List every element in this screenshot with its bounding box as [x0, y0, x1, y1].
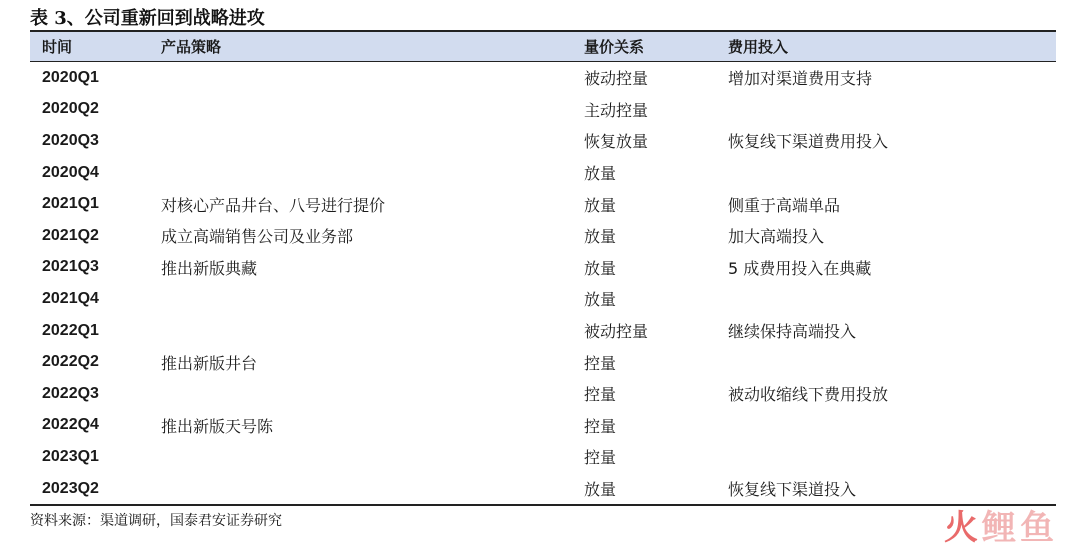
- cell-cost: 侧重于高端单品: [728, 195, 841, 215]
- cell-strategy: [161, 378, 584, 410]
- cell-strategy: [161, 125, 584, 157]
- cell-relation: 控量: [584, 353, 617, 373]
- table-row: [30, 188, 1056, 220]
- cell-strategy: 推出新版天号陈: [161, 416, 274, 436]
- table-row: [30, 220, 1056, 252]
- cell-time: 2020Q1: [42, 68, 99, 86]
- cell-cost: 恢复线下渠道费用投入: [728, 132, 889, 152]
- cell-strategy: [161, 441, 584, 473]
- table-row: [30, 378, 1056, 410]
- cell-time: 2023Q2: [42, 479, 99, 497]
- watermark-logo: [944, 500, 1058, 549]
- table-row: [30, 94, 1056, 126]
- cell-relation: 被动控量: [584, 322, 649, 342]
- table-title: 表 3、公司重新回到战略进攻: [30, 8, 265, 29]
- strategy-table: [30, 30, 1056, 506]
- cell-strategy: 成立高端销售公司及业务部: [161, 227, 354, 247]
- table-row: [30, 410, 1056, 442]
- cell-relation: 放量: [584, 227, 617, 247]
- table-row: [30, 125, 1056, 157]
- cell-relation: 控量: [584, 385, 617, 405]
- header-cost: 费用投入: [728, 38, 789, 56]
- cell-relation: 放量: [584, 164, 617, 184]
- table-row: [30, 62, 1056, 94]
- table-row: [30, 346, 1056, 378]
- cell-strategy: [161, 315, 584, 347]
- cell-strategy: [161, 157, 584, 189]
- cell-strategy: 推出新版典藏: [161, 258, 258, 278]
- cell-cost: 5 成费用投入在典藏: [728, 258, 872, 278]
- cell-relation: 放量: [584, 480, 617, 500]
- cell-cost: 被动收缩线下费用投放: [728, 385, 889, 405]
- cell-time: 2021Q1: [42, 195, 99, 213]
- source-note: 资料来源：渠道调研，国泰君安证券研究: [30, 513, 282, 529]
- cell-time: 2022Q3: [42, 384, 99, 402]
- cell-cost: [728, 410, 1056, 442]
- header-time: 时间: [42, 38, 73, 56]
- table-row: [30, 157, 1056, 189]
- cell-cost: [728, 157, 1056, 189]
- table-header-row: [30, 32, 1056, 62]
- cell-time: 2022Q4: [42, 416, 99, 434]
- cell-time: 2021Q2: [42, 226, 99, 244]
- cell-time: 2023Q1: [42, 447, 99, 465]
- watermark-chars-rest: 鲤鱼: [982, 508, 1058, 548]
- cell-relation: 放量: [584, 195, 617, 215]
- cell-strategy: [161, 62, 584, 94]
- cell-relation: 放量: [584, 290, 617, 310]
- cell-relation: 控量: [584, 448, 617, 468]
- cell-relation: 放量: [584, 258, 617, 278]
- cell-relation: 主动控量: [584, 100, 649, 120]
- cell-time: 2020Q2: [42, 100, 99, 118]
- cell-time: 2021Q3: [42, 258, 99, 276]
- cell-cost: [728, 94, 1056, 126]
- cell-time: 2020Q3: [42, 131, 99, 149]
- cell-cost: [728, 441, 1056, 473]
- cell-cost: 增加对渠道费用支持: [728, 69, 873, 89]
- cell-strategy: 对核心产品井台、八号进行提价: [161, 195, 386, 215]
- cell-relation: 恢复放量: [584, 132, 649, 152]
- watermark-char-1: 火: [944, 508, 982, 548]
- cell-strategy: 推出新版井台: [161, 353, 258, 373]
- cell-cost: 恢复线下渠道投入: [728, 480, 857, 500]
- cell-strategy: [161, 473, 584, 505]
- cell-time: 2022Q1: [42, 321, 99, 339]
- cell-cost: [728, 283, 1056, 315]
- table-row: [30, 441, 1056, 473]
- table-row: [30, 473, 1056, 505]
- cell-cost: 继续保持高端投入: [728, 322, 857, 342]
- cell-relation: 控量: [584, 416, 617, 436]
- cell-time: 2021Q4: [42, 289, 99, 307]
- cell-strategy: [161, 283, 584, 315]
- table-row: [30, 315, 1056, 347]
- cell-time: 2022Q2: [42, 353, 99, 371]
- header-strategy: 产品策略: [161, 38, 222, 56]
- cell-cost: 加大高端投入: [728, 227, 825, 247]
- cell-strategy: [161, 94, 584, 126]
- header-relation: 量价关系: [584, 38, 645, 56]
- cell-time: 2020Q4: [42, 163, 99, 181]
- cell-cost: [728, 346, 1056, 378]
- table-row: [30, 252, 1056, 284]
- cell-relation: 被动控量: [584, 69, 649, 89]
- table-row: [30, 283, 1056, 315]
